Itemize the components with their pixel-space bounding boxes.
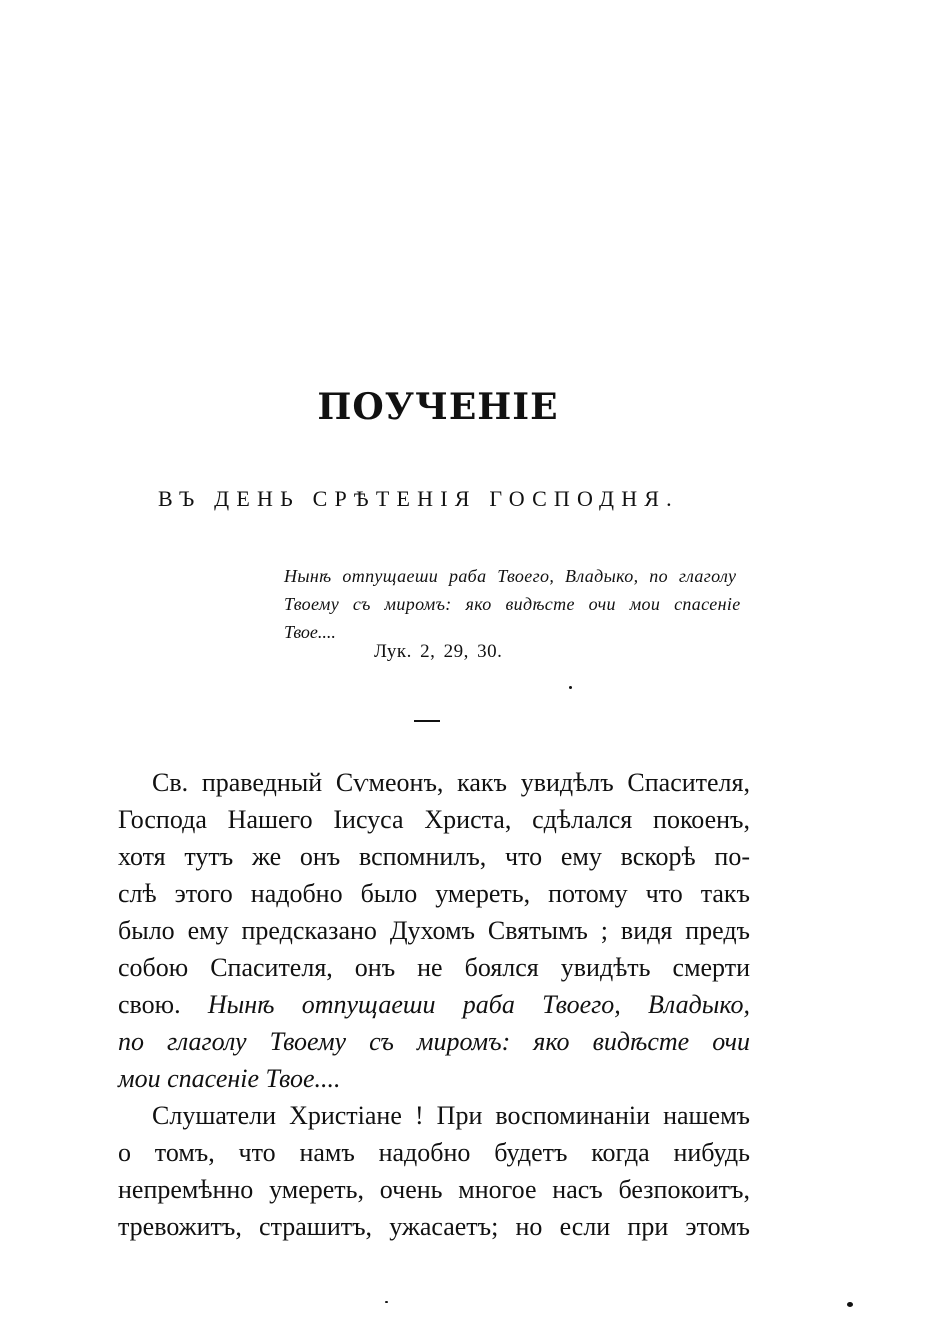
text-segment: свою. [118,990,181,1019]
text-line: собою Спасителя, онъ не боялся увидѣть смерти [118,953,750,982]
page-title: ПОУЧЕНІЕ [317,386,559,428]
epigraph-line: Твое.... [284,622,336,642]
epigraph [284,562,764,646]
text-line: Господа Нашего Іисуса Христа, сдѣлался покоенъ, [118,805,750,834]
epigraph-line: Нынѣ отпущаеши раба Твоего, Владыко, по глаголу [284,566,737,586]
body-text [118,764,750,1245]
quote-segment: Нынѣ отпущаеши раба Твоего, Владыко, [207,990,751,1019]
text-line: хотя тутъ же онъ вспомнилъ, что ему вскорѣ по- [118,842,750,871]
text-line: мои спасеніе Твое.... [118,1064,341,1093]
text-line: тревожитъ, страшитъ, ужасаетъ; но если при этомъ [118,1212,750,1241]
text-line: слѣ этого надобно было умереть, потому что такъ [118,879,750,908]
subtitle: ВЪ ДЕНЬ СРѢТЕНІЯ ГОСПОДНЯ. [158,486,679,511]
text-line-mixed [118,986,750,1023]
scripture-reference: Лук. 2, 29, 30. [374,641,503,662]
text-line: Слушатели Христіане ! При воспоминаніи нашемъ [152,1101,750,1130]
divider [414,720,440,722]
print-speck [847,1302,853,1307]
text-line: было ему предсказано Духомъ Святымъ ; видя предъ [118,916,750,945]
print-speck [385,1301,388,1303]
text-line: о томъ, что намъ надобно будетъ когда нибудь [118,1138,750,1167]
print-speck [569,686,572,689]
text-line: по глаголу Твоему съ миромъ: яко видѣсте очи [118,1027,750,1056]
text-line: Св. праведный Сѵмеонъ, какъ увидѣлъ Спасителя, [152,768,750,797]
text-line: непремѣнно умереть, очень многое насъ безпокоитъ, [118,1175,750,1204]
epigraph-line: Твоему съ миромъ: яко видѣсте очи мои спасеніе [284,594,741,614]
